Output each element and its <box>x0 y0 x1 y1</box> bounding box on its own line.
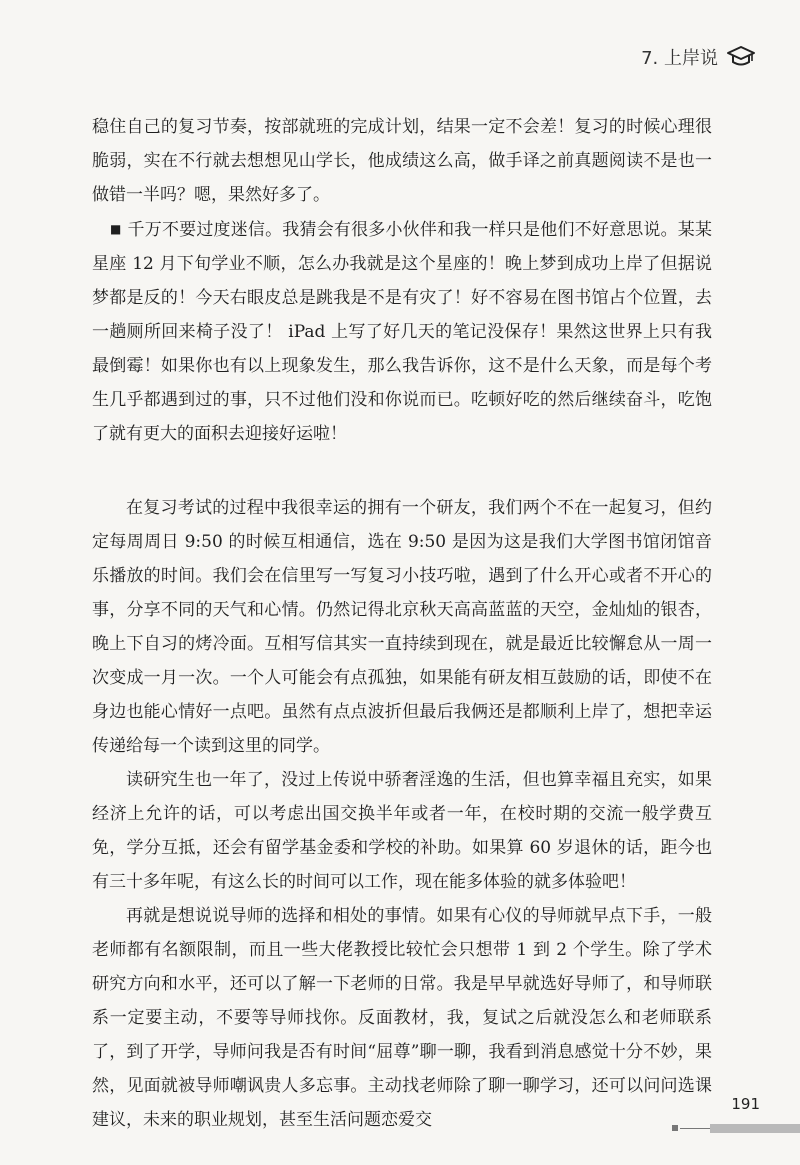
graduation-cap-icon <box>726 44 756 70</box>
footer-thin-line <box>680 1128 710 1129</box>
footer-thick-bar <box>710 1124 800 1133</box>
page-number: 191 <box>731 1095 760 1113</box>
section-gap <box>92 451 712 491</box>
paragraph-4: 读研究生也一年了，没过上传说中骄奢淫逸的生活，但也算幸福且充实，如果经济上允许的话，可以考虑出国交换半年或者一年，在校时期的交流一般学费互免，学分互抵，还会有留学基金委和学校的补助。如果算 60 岁退休的话，距今也有三十多年呢，有这么长的时间可以工作，现在能多体验的就多体验吧！ <box>92 770 712 892</box>
footer-dot <box>672 1125 678 1131</box>
paragraph-2: 千万不要过度迷信。我猜会有很多小伙伴和我一样只是他们不好意思说。某某星座 12 月下旬学业不顺，怎么办我就是这个星座的！晚上梦到成功上岸了但据说梦都是反的！今天右眼皮总是跳我是不是有灾了！好不容易在图书馆占个位置，去一趟厕所回来椅子没了！ iPad 上写了好几天的笔记没保存！果然这世界上只有我最倒霉！如果你也有以上现象发生，那么我告诉你，这不是什么天象，而是每个考生几乎都遇到过的事，只不过他们没和你说而已。吃顿好吃的然后继续奋斗，吃饱了就有更大的面积去迎接好运啦！ <box>92 220 713 444</box>
body-text <box>92 110 712 1137</box>
chapter-title: 7. 上岸说 <box>641 48 718 69</box>
paragraph-3: 在复习考试的过程中我很幸运的拥有一个研友，我们两个不在一起复习，但约定每周周日 9:50 的时候互相通信，选在 9:50 是因为这是我们大学图书馆闭馆音乐播放的时间。我们会在信里写一写复习小技巧啦，遇到了什么开心或者不开心的事，分享不同的天气和心情。仍然记得北京秋天高高蓝蓝的天空，金灿灿的银杏，晚上下自习的烤冷面。互相写信其实一直持续到现在，就是最近比较懈怠从一周一次变成一月一次。一个人可能会有点孤独，如果能有研友相互鼓励的话，即使不在身边也能心情好一点吧。虽然有点点波折但最后我俩还是都顺利上岸了，想把幸运传递给每一个读到这里的同学。 <box>92 498 712 756</box>
paragraph-1: 稳住自己的复习节奏，按部就班的完成计划，结果一定不会差！复习的时候心理很脆弱，实在不行就去想想见山学长，他成绩这么高，做手译之前真题阅读不是也一做错一半吗？嗯，果然好多了。 <box>92 117 712 205</box>
bullet-marker: ■ <box>110 222 122 236</box>
footer-decoration <box>672 1122 800 1134</box>
running-header <box>641 44 756 70</box>
paragraph-5: 再就是想说说导师的选择和相处的事情。如果有心仪的导师就早点下手，一般老师都有名额限制，而且一些大佬教授比较忙会只想带 1 到 2 个学生。除了学术研究方向和水平，还可以了解一下老师的日常。我是早早就选好导师了，和导师联系一定要主动，不要等导师找你。反面教材，我，复试之后就没怎么和老师联系了，到了开学，导师问我是否有时间“屈尊”聊一聊，我看到消息感觉十分不妙，果然，见面就被导师嘲讽贵人多忘事。主动找老师除了聊一聊学习，还可以问问选课建议，未来的职业规划，甚至生活问题恋爱交 <box>92 906 712 1130</box>
bullet-paragraph <box>92 212 712 451</box>
